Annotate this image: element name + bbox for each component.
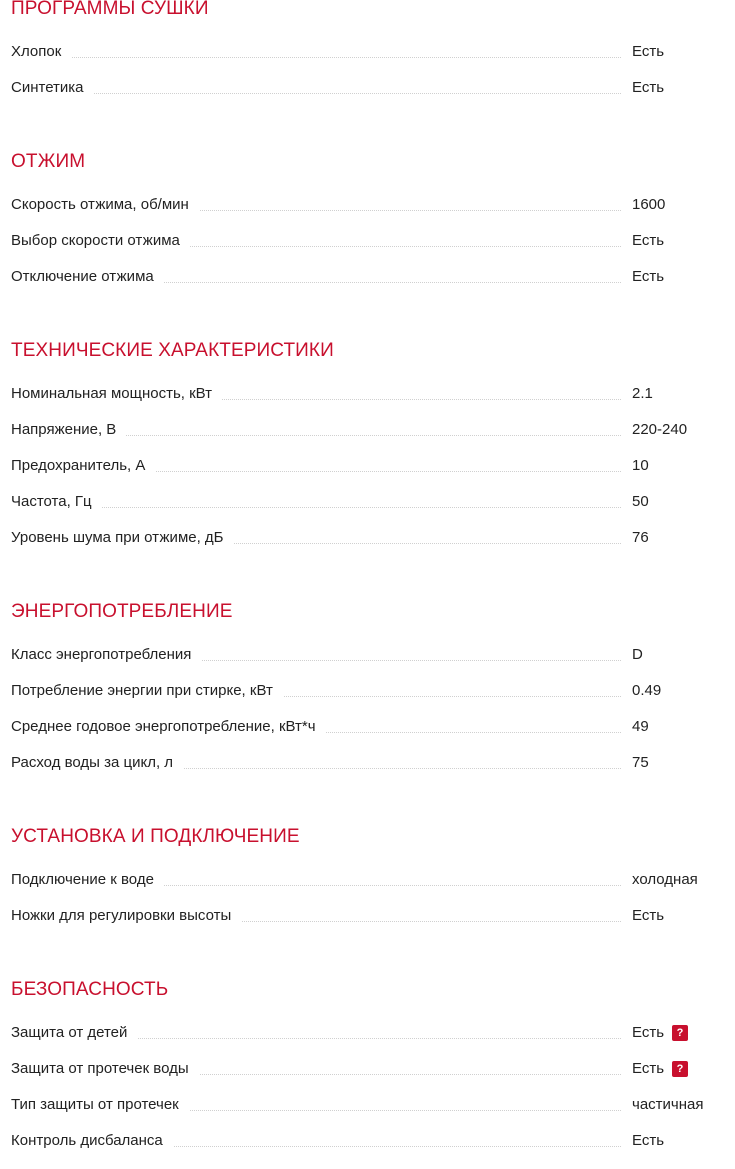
spec-label: Ножки для регулировки высоты <box>11 907 241 925</box>
spec-label: Номинальная мощность, кВт <box>11 385 222 403</box>
spec-value-text: холодная <box>632 871 698 888</box>
spec-label: Подключение к воде <box>11 871 164 889</box>
spec-value-text: Есть <box>632 1132 665 1149</box>
spec-value <box>632 871 698 889</box>
spec-list <box>11 863 721 935</box>
dotted-leader <box>11 93 621 94</box>
spec-row <box>11 188 721 224</box>
spec-value-text: 75 <box>632 754 649 771</box>
spec-row <box>11 224 721 260</box>
spec-row <box>11 863 721 899</box>
spec-value <box>632 529 649 547</box>
spec-value <box>632 718 649 736</box>
spec-value-text: 1600 <box>632 196 666 213</box>
spec-label: Напряжение, В <box>11 421 126 439</box>
spec-list <box>11 377 721 557</box>
spec-value-text: Есть <box>632 907 665 924</box>
spec-row <box>11 521 721 557</box>
spec-value <box>632 268 664 286</box>
spec-value <box>632 1132 664 1150</box>
spec-label: Хлопок <box>11 43 71 61</box>
spec-row <box>11 449 721 485</box>
spec-value-text: D <box>632 646 643 663</box>
spec-value-text: Есть <box>632 268 665 285</box>
spec-list <box>11 638 721 782</box>
spec-value <box>632 1096 703 1114</box>
spec-label: Контроль дисбаланса <box>11 1132 173 1150</box>
spec-row <box>11 413 721 449</box>
spec-value-text: Есть <box>632 79 665 96</box>
section-title: БЕЗОПАСНОСТЬ <box>11 979 169 1000</box>
question-mark-icon[interactable]: ? <box>672 1061 688 1077</box>
spec-value-text: Есть <box>632 232 665 249</box>
spec-value-text: 2.1 <box>632 385 653 402</box>
spec-row <box>11 1052 721 1088</box>
spec-row <box>11 377 721 413</box>
section-title: УСТАНОВКА И ПОДКЛЮЧЕНИЕ <box>11 826 300 847</box>
spec-value <box>632 1024 688 1042</box>
spec-row <box>11 1016 721 1052</box>
spec-label: Тип защиты от протечек <box>11 1096 189 1114</box>
spec-value-text: Есть <box>632 43 665 60</box>
spec-value <box>632 1060 688 1078</box>
spec-value <box>632 754 649 772</box>
section-title: ОТЖИМ <box>11 151 86 172</box>
spec-value-text: Есть <box>632 1024 665 1041</box>
spec-value <box>632 196 665 214</box>
spec-value-text: 220-240 <box>632 421 688 438</box>
spec-label: Расход воды за цикл, л <box>11 754 183 772</box>
spec-value-text: 76 <box>632 529 649 546</box>
spec-list <box>11 188 721 296</box>
spec-value-text: Есть <box>632 1060 665 1077</box>
spec-label: Защита от детей <box>11 1024 137 1042</box>
dotted-leader <box>11 507 621 508</box>
spec-value <box>632 385 653 403</box>
spec-value <box>632 43 664 61</box>
spec-value <box>632 493 649 511</box>
spec-label: Предохранитель, А <box>11 457 155 475</box>
spec-row <box>11 710 721 746</box>
spec-value <box>632 421 687 439</box>
spec-value-text: 50 <box>632 493 649 510</box>
spec-label: Частота, Гц <box>11 493 102 511</box>
spec-value-text: 49 <box>632 718 649 735</box>
spec-value-text: частичная <box>632 1096 704 1113</box>
section-title: ЭНЕРГОПОТРЕБЛЕНИЕ <box>11 601 233 622</box>
spec-list <box>11 35 721 107</box>
spec-row <box>11 260 721 296</box>
spec-row <box>11 746 721 782</box>
spec-row <box>11 899 721 935</box>
spec-label: Скорость отжима, об/мин <box>11 196 199 214</box>
spec-label: Синтетика <box>11 79 94 97</box>
spec-row <box>11 1088 721 1124</box>
spec-row <box>11 1124 721 1160</box>
section-title: ТЕХНИЧЕСКИЕ ХАРАКТЕРИСТИКИ <box>11 340 334 361</box>
spec-value-text: 0.49 <box>632 682 662 699</box>
spec-value <box>632 457 649 475</box>
spec-label: Среднее годовое энергопотребление, кВт*ч <box>11 718 326 736</box>
spec-label: Отключение отжима <box>11 268 164 286</box>
spec-value <box>632 907 664 925</box>
spec-label: Потребление энергии при стирке, кВт <box>11 682 283 700</box>
spec-label: Класс энергопотребления <box>11 646 201 664</box>
spec-row <box>11 71 721 107</box>
spec-label: Уровень шума при отжиме, дБ <box>11 529 234 547</box>
spec-label: Выбор скорости отжима <box>11 232 190 250</box>
spec-row <box>11 35 721 71</box>
spec-list <box>11 1016 721 1160</box>
spec-value-text: 10 <box>632 457 649 474</box>
spec-value <box>632 232 664 250</box>
question-mark-icon[interactable]: ? <box>672 1025 688 1041</box>
dotted-leader <box>11 57 621 58</box>
spec-label: Защита от протечек воды <box>11 1060 199 1078</box>
spec-row <box>11 638 721 674</box>
spec-value <box>632 682 661 700</box>
spec-value <box>632 646 643 664</box>
section-title: ПРОГРАММЫ СУШКИ <box>11 0 209 19</box>
spec-value <box>632 79 664 97</box>
spec-row <box>11 485 721 521</box>
spec-row <box>11 674 721 710</box>
